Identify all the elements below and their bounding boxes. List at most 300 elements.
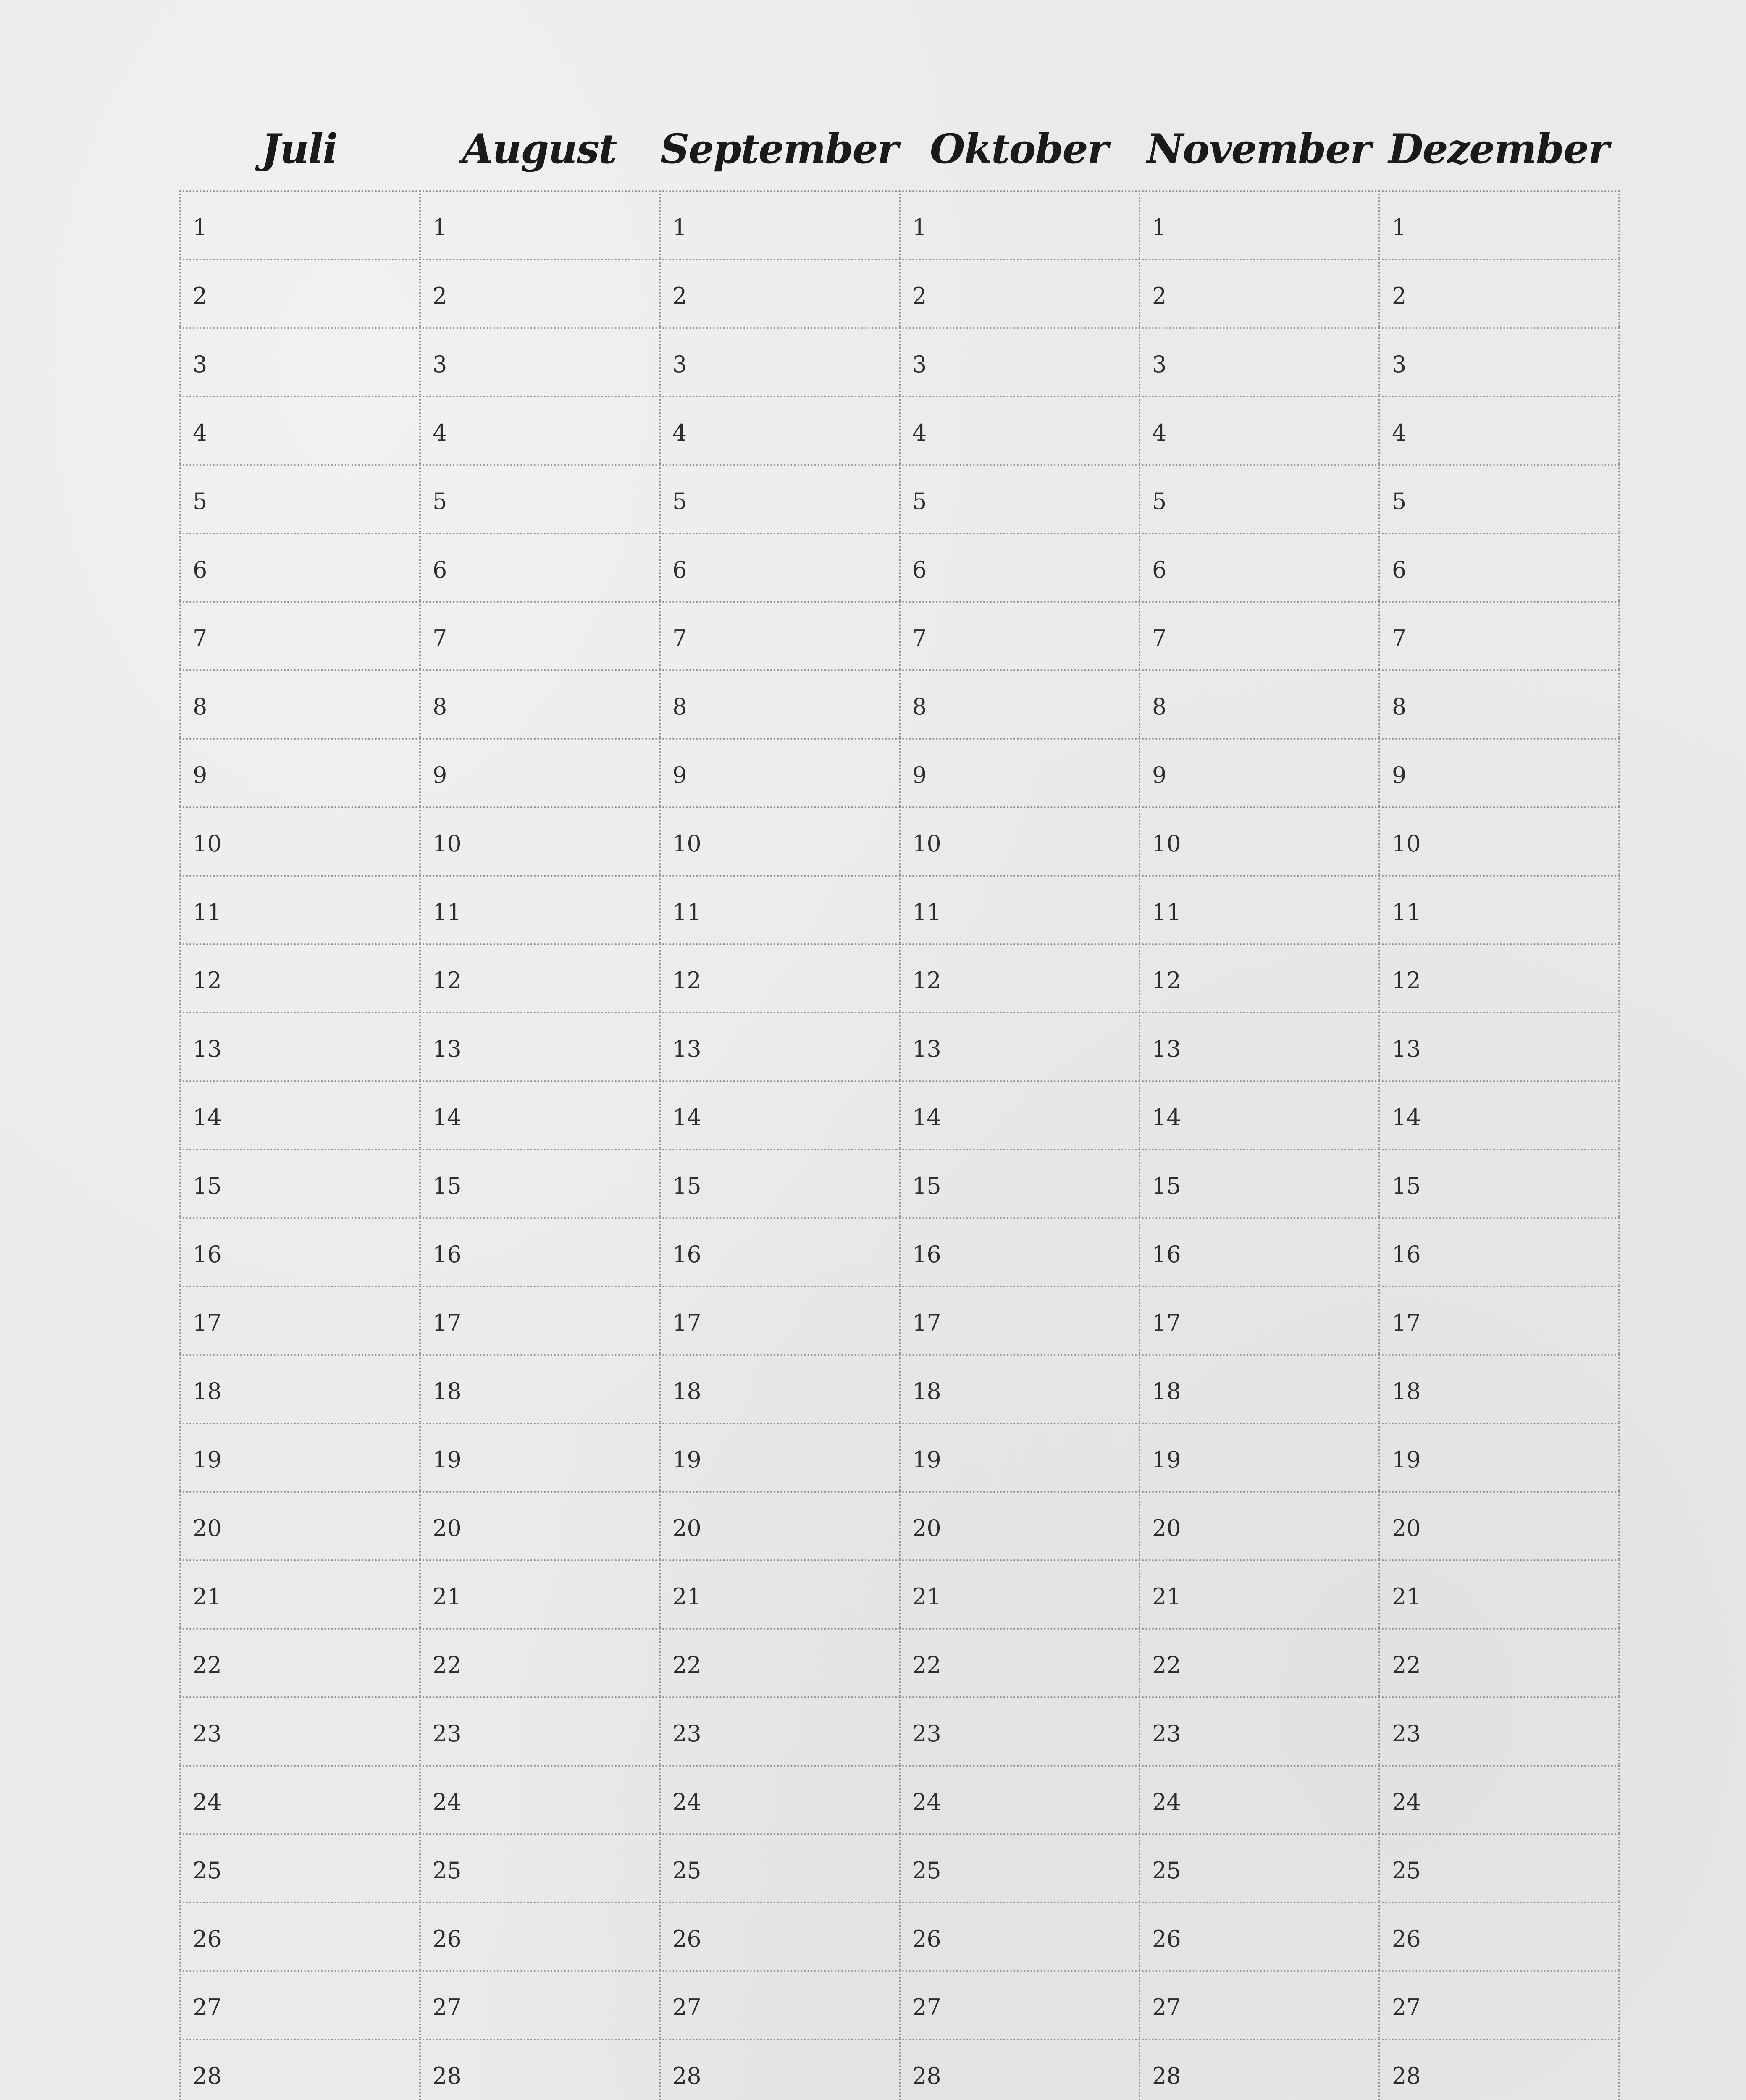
day-number: 17 [193,1310,222,1336]
day-number: 21 [433,1583,462,1610]
day-cell[interactable] [419,1970,661,2039]
day-number: 19 [1392,1446,1421,1473]
day-number: 5 [912,488,927,514]
month-title: September [660,125,898,173]
day-cell[interactable] [1378,533,1620,601]
day-cell[interactable] [1378,601,1620,669]
month-column [419,190,659,2100]
day-cell[interactable] [179,1765,421,1833]
day-cell[interactable] [419,1628,661,1696]
day-cell[interactable] [179,1902,421,1970]
day-cell[interactable] [659,669,901,738]
day-cell[interactable] [419,1217,661,1286]
day-cell[interactable] [419,1696,661,1765]
day-number: 25 [672,1857,701,1884]
month-column [1139,190,1378,2100]
day-cell[interactable] [1378,1491,1620,1559]
day-number: 13 [672,1036,701,1062]
day-cell[interactable] [419,601,661,669]
day-number: 12 [1392,967,1421,994]
day-cell[interactable] [659,806,901,875]
day-cell[interactable] [899,1833,1140,1902]
day-number: 3 [1392,351,1407,378]
day-number: 15 [1152,1173,1181,1199]
day-cell[interactable] [899,2039,1140,2100]
day-cell[interactable] [899,396,1140,464]
day-number: 25 [1152,1857,1181,1884]
day-cell[interactable] [899,1628,1140,1696]
day-cell[interactable] [1139,601,1380,669]
day-number: 24 [912,1789,941,1815]
day-cell[interactable] [419,190,661,259]
day-number: 1 [672,214,687,241]
day-number: 17 [672,1310,701,1336]
day-number: 11 [1392,899,1421,925]
day-number: 22 [672,1652,701,1678]
day-cell[interactable] [899,1354,1140,1423]
day-cell[interactable] [659,464,901,533]
day-number: 20 [1392,1515,1421,1541]
day-cell[interactable] [1378,259,1620,327]
day-cell[interactable] [899,1080,1140,1149]
day-number: 14 [1152,1104,1181,1131]
day-number: 28 [433,2063,462,2089]
day-cell[interactable] [1378,1149,1620,1217]
day-cell[interactable] [1139,806,1380,875]
day-cell[interactable] [179,396,421,464]
day-number: 10 [193,830,222,857]
day-number: 17 [912,1310,941,1336]
day-number: 3 [433,351,447,378]
day-cell[interactable] [659,1902,901,1970]
day-cell[interactable] [419,1559,661,1628]
day-cell[interactable] [419,669,661,738]
day-number: 18 [912,1378,941,1404]
day-cell[interactable] [419,2039,661,2100]
day-cell[interactable] [1139,533,1380,601]
day-number: 18 [1392,1378,1421,1404]
day-cell[interactable] [1139,1423,1380,1491]
day-number: 2 [433,283,447,309]
day-number: 16 [672,1241,701,1268]
day-cell[interactable] [899,738,1140,806]
month-title: Oktober [929,125,1108,173]
day-number: 26 [672,1926,701,1952]
day-cell[interactable] [1378,1217,1620,1286]
day-cell[interactable] [1378,875,1620,943]
day-cell[interactable] [419,875,661,943]
day-number: 18 [1152,1378,1181,1404]
day-number: 14 [193,1104,222,1131]
day-cell[interactable] [179,259,421,327]
day-number: 13 [1152,1036,1181,1062]
day-cell[interactable] [1139,1970,1380,2039]
day-cell[interactable] [899,1217,1140,1286]
day-cell[interactable] [1378,1765,1620,1833]
day-cell[interactable] [1139,1286,1380,1354]
day-cell[interactable] [179,806,421,875]
day-number: 26 [912,1926,941,1952]
day-cell[interactable] [1139,2039,1380,2100]
day-number: 11 [912,899,941,925]
month-column [1378,190,1618,2100]
day-cell[interactable] [659,738,901,806]
day-cell[interactable] [659,533,901,601]
day-number: 19 [433,1446,462,1473]
day-cell[interactable] [1378,1080,1620,1149]
day-cell[interactable] [1378,396,1620,464]
day-cell[interactable] [899,1970,1140,2039]
day-cell[interactable] [179,1970,421,2039]
day-number: 7 [672,625,687,651]
day-cell[interactable] [179,1491,421,1559]
day-number: 24 [672,1789,701,1815]
day-cell[interactable] [1139,875,1380,943]
day-cell[interactable] [179,1696,421,1765]
day-number: 23 [1152,1720,1181,1747]
day-number: 11 [433,899,462,925]
day-cell[interactable] [419,259,661,327]
day-cell[interactable] [179,1423,421,1491]
day-cell[interactable] [1139,1628,1380,1696]
day-number: 26 [193,1926,222,1952]
day-number: 12 [433,967,462,994]
day-number: 4 [193,420,207,446]
day-number: 26 [1152,1926,1181,1952]
day-number: 20 [912,1515,941,1541]
day-number: 21 [193,1583,222,1610]
day-cell[interactable] [419,1012,661,1080]
day-number: 1 [912,214,927,241]
day-cell[interactable] [899,1423,1140,1491]
day-number: 9 [193,762,207,788]
day-cell[interactable] [1139,1491,1380,1559]
day-number: 3 [672,351,687,378]
day-cell[interactable] [899,1765,1140,1833]
day-cell[interactable] [899,1491,1140,1559]
day-cell[interactable] [659,1286,901,1354]
day-cell[interactable] [659,1491,901,1559]
day-number: 2 [912,283,927,309]
day-number: 5 [1392,488,1407,514]
day-cell[interactable] [419,1491,661,1559]
calendar-grid [179,190,1618,2100]
day-cell[interactable] [179,1149,421,1217]
day-number: 2 [193,283,207,309]
day-cell[interactable] [419,1765,661,1833]
day-cell[interactable] [1378,1902,1620,1970]
day-cell[interactable] [179,601,421,669]
day-number: 15 [193,1173,222,1199]
day-number: 17 [1392,1310,1421,1336]
day-cell[interactable] [1139,1902,1380,1970]
day-cell[interactable] [659,1012,901,1080]
day-cell[interactable] [659,327,901,396]
day-cell[interactable] [179,464,421,533]
day-cell[interactable] [899,327,1140,396]
day-number: 20 [433,1515,462,1541]
day-number: 23 [1392,1720,1421,1747]
day-cell[interactable] [179,190,421,259]
month-title: November [1147,125,1371,173]
day-cell[interactable] [899,1902,1140,1970]
day-cell[interactable] [659,2039,901,2100]
day-number: 23 [912,1720,941,1747]
day-cell[interactable] [419,1833,661,1902]
day-cell[interactable] [1378,1012,1620,1080]
day-cell[interactable] [1378,1833,1620,1902]
day-cell[interactable] [1139,1696,1380,1765]
day-cell[interactable] [899,464,1140,533]
day-cell[interactable] [1139,943,1380,1012]
day-cell[interactable] [1139,1080,1380,1149]
day-cell[interactable] [1139,738,1380,806]
day-cell[interactable] [419,1902,661,1970]
day-cell[interactable] [899,259,1140,327]
day-cell[interactable] [1139,396,1380,464]
day-cell[interactable] [1139,1765,1380,1833]
month-column [179,190,419,2100]
day-cell[interactable] [1378,1628,1620,1696]
day-cell[interactable] [1378,738,1620,806]
day-number: 8 [912,693,927,720]
day-cell[interactable] [1139,1559,1380,1628]
day-number: 4 [433,420,447,446]
day-cell[interactable] [659,601,901,669]
day-cell[interactable] [659,1970,901,2039]
day-cell[interactable] [1378,327,1620,396]
day-cell[interactable] [1378,1423,1620,1491]
day-cell[interactable] [179,943,421,1012]
day-cell[interactable] [419,806,661,875]
day-cell[interactable] [1139,327,1380,396]
day-cell[interactable] [179,1628,421,1696]
day-number: 8 [433,693,447,720]
day-number: 11 [193,899,222,925]
day-number: 27 [193,1994,222,2021]
day-number: 26 [433,1926,462,1952]
day-number: 18 [433,1378,462,1404]
day-cell[interactable] [1378,2039,1620,2100]
day-number: 4 [912,420,927,446]
day-number: 13 [433,1036,462,1062]
day-number: 16 [1392,1241,1421,1268]
day-cell[interactable] [659,1559,901,1628]
day-number: 23 [193,1720,222,1747]
day-cell[interactable] [419,1149,661,1217]
day-number: 14 [1392,1104,1421,1131]
day-cell[interactable] [1378,1286,1620,1354]
day-cell[interactable] [899,533,1140,601]
day-number: 25 [1392,1857,1421,1884]
day-number: 23 [433,1720,462,1747]
day-number: 3 [912,351,927,378]
day-number: 24 [1152,1789,1181,1815]
day-cell[interactable] [659,190,901,259]
day-cell[interactable] [179,875,421,943]
day-cell[interactable] [1378,464,1620,533]
day-cell[interactable] [179,1080,421,1149]
day-cell[interactable] [1378,1559,1620,1628]
month-column [899,190,1139,2100]
day-number: 12 [912,967,941,994]
day-number: 25 [193,1857,222,1884]
day-number: 18 [672,1378,701,1404]
day-number: 19 [912,1446,941,1473]
day-number: 15 [912,1173,941,1199]
day-cell[interactable] [659,1765,901,1833]
day-cell[interactable] [419,327,661,396]
day-number: 28 [1392,2063,1421,2089]
day-cell[interactable] [659,1628,901,1696]
day-number: 13 [1392,1036,1421,1062]
month-column [659,190,899,2100]
day-cell[interactable] [1378,669,1620,738]
day-number: 1 [433,214,447,241]
day-number: 2 [1392,283,1407,309]
day-number: 13 [193,1036,222,1062]
day-cell[interactable] [179,1559,421,1628]
day-cell[interactable] [179,2039,421,2100]
day-cell[interactable] [419,464,661,533]
day-number: 9 [1392,762,1407,788]
day-number: 28 [193,2063,222,2089]
day-number: 24 [433,1789,462,1815]
day-number: 11 [1152,899,1181,925]
day-number: 21 [912,1583,941,1610]
day-number: 22 [1392,1652,1421,1678]
day-number: 22 [433,1652,462,1678]
day-cell[interactable] [1139,1354,1380,1423]
day-cell[interactable] [1139,669,1380,738]
day-number: 4 [1392,420,1407,446]
day-number: 28 [1152,2063,1181,2089]
day-cell[interactable] [659,1423,901,1491]
day-number: 13 [912,1036,941,1062]
day-cell[interactable] [419,1423,661,1491]
day-number: 15 [1392,1173,1421,1199]
day-number: 10 [433,830,462,857]
day-number: 12 [672,967,701,994]
month-title: August [462,125,617,173]
day-number: 22 [912,1652,941,1678]
day-cell[interactable] [659,943,901,1012]
day-number: 6 [672,556,687,583]
day-cell[interactable] [899,875,1140,943]
day-cell[interactable] [899,601,1140,669]
day-cell[interactable] [899,190,1140,259]
day-cell[interactable] [1378,190,1620,259]
day-cell[interactable] [899,1149,1140,1217]
day-cell[interactable] [179,738,421,806]
day-number: 21 [1392,1583,1421,1610]
day-number: 27 [1152,1994,1181,2021]
day-cell[interactable] [899,806,1140,875]
day-number: 25 [912,1857,941,1884]
day-cell[interactable] [1139,1833,1380,1902]
day-number: 5 [672,488,687,514]
day-number: 9 [912,762,927,788]
day-cell[interactable] [419,396,661,464]
day-cell[interactable] [1378,943,1620,1012]
day-cell[interactable] [419,1080,661,1149]
day-number: 6 [1152,556,1167,583]
day-number: 8 [672,693,687,720]
day-cell[interactable] [179,327,421,396]
day-cell[interactable] [659,1149,901,1217]
day-number: 16 [912,1241,941,1268]
day-cell[interactable] [419,943,661,1012]
day-cell[interactable] [659,1354,901,1423]
day-cell[interactable] [899,1012,1140,1080]
day-cell[interactable] [1378,806,1620,875]
day-cell[interactable] [1378,1696,1620,1765]
day-cell[interactable] [659,396,901,464]
day-cell[interactable] [179,533,421,601]
day-number: 27 [912,1994,941,2021]
day-number: 8 [1152,693,1167,720]
day-cell[interactable] [1139,1217,1380,1286]
day-cell[interactable] [179,1286,421,1354]
day-cell[interactable] [899,1559,1140,1628]
day-cell[interactable] [179,1833,421,1902]
day-cell[interactable] [179,669,421,738]
day-cell[interactable] [1139,190,1380,259]
day-cell[interactable] [419,1286,661,1354]
day-number: 27 [433,1994,462,2021]
day-number: 5 [433,488,447,514]
day-cell[interactable] [1139,464,1380,533]
day-number: 6 [433,556,447,583]
day-cell[interactable] [1378,1354,1620,1423]
day-number: 27 [672,1994,701,2021]
day-cell[interactable] [899,669,1140,738]
day-cell[interactable] [419,738,661,806]
day-cell[interactable] [899,943,1140,1012]
month-title: Juli [261,125,337,173]
day-number: 9 [433,762,447,788]
day-number: 24 [193,1789,222,1815]
day-cell[interactable] [659,1696,901,1765]
day-cell[interactable] [659,1080,901,1149]
day-number: 2 [1152,283,1167,309]
day-cell[interactable] [1139,259,1380,327]
month-title: Dezember [1388,125,1609,173]
day-number: 20 [1152,1515,1181,1541]
day-number: 10 [672,830,701,857]
day-number: 28 [912,2063,941,2089]
day-cell[interactable] [659,875,901,943]
day-number: 23 [672,1720,701,1747]
day-number: 22 [193,1652,222,1678]
day-cell[interactable] [1139,1149,1380,1217]
day-cell[interactable] [179,1354,421,1423]
day-cell[interactable] [659,1833,901,1902]
day-cell[interactable] [1378,1970,1620,2039]
day-cell[interactable] [419,533,661,601]
day-cell[interactable] [659,1217,901,1286]
day-cell[interactable] [659,259,901,327]
day-number: 12 [1152,967,1181,994]
day-cell[interactable] [419,1354,661,1423]
day-cell[interactable] [179,1012,421,1080]
day-cell[interactable] [899,1696,1140,1765]
day-cell[interactable] [179,1217,421,1286]
day-cell[interactable] [899,1286,1140,1354]
day-cell[interactable] [1139,1012,1380,1080]
day-number: 20 [672,1515,701,1541]
day-number: 21 [672,1583,701,1610]
